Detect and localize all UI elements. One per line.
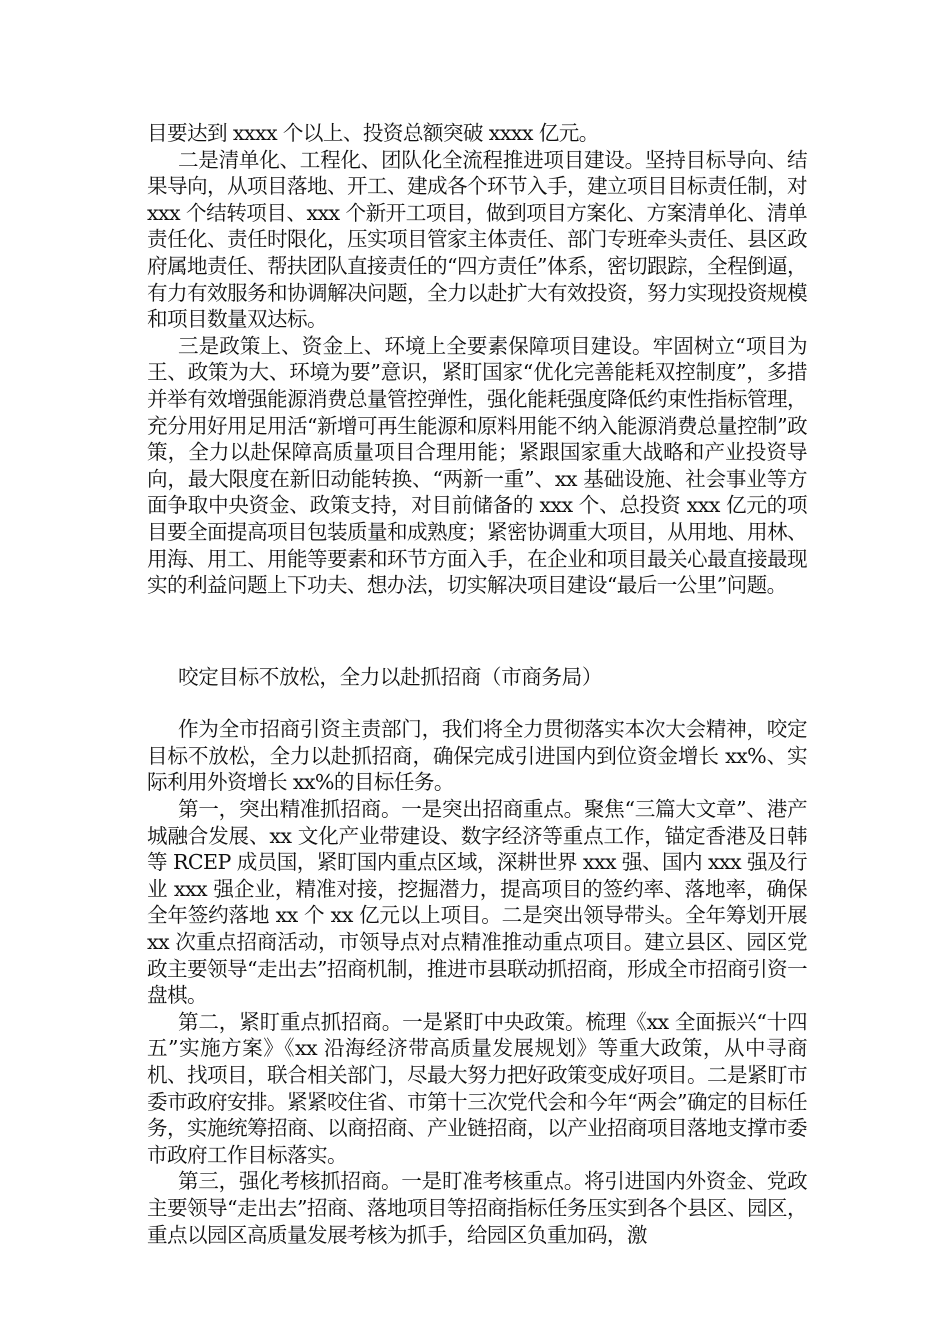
paragraph-project-process: 二是清单化、工程化、团队化全流程推进项目建设。坚持目标导向、结果导向，从项目落地、开工、建成各个环节入手，建立项目目标责任制，对 xxx 个结转项目、xxx 个新开工项目，做到项目方案化、方案清单化、清单责任化、责任时限化，压实项目管家主体责任、部门专班牵头责任、县区政府属地责任、帮扶团队直接责任的“四方责任”体系，密切跟踪，全程倒逼，有力有效服务和协调解决问题，全力以赴扩大有效投资，努力实现投资规模和项目数量双达标。 [147,147,807,332]
paragraph-first-point: 第一，突出精准抓招商。一是突出招商重点。聚焦“三篇大文章”、港产城融合发展、xx 文化产业带建设、数字经济等重点工作，锚定香港及日韩等 RCEP 成员国，紧盯国内重点区域，深耕世界 xxx 强、国内 xxx 强及行业 xxx 强企业，精准对接，挖掘潜力，提高项目的签约率、落地率，确保全年签约落地 xx 个 xx 亿元以上项目。二是突出领导带头。全年筹划开展 xx 次重点招商活动，市领导点对点精准推动重点项目。建立县区、园区党政主要领导“走出去”招商机制，推进市县联动抓招商，形成全市招商引资一盘棋。 [147,797,807,1008]
paragraph-factor-guarantee: 三是政策上、资金上、环境上全要素保障项目建设。牢固树立“项目为王、政策为大、环境为要”意识，紧盯国家“优化完善能耗双控制度”，多措并举有效增强能源消费总量管控弹性，强化能耗强度降低约束性指标管理，充分用好用足用活“新增可再生能源和原料用能不纳入能源消费总量控制”政策，全力以赴保障高质量项目合理用能；紧跟国家重大战略和产业投资导向，最大限度在新旧动能转换、“两新一重”、xx 基础设施、社会事业等方面争取中央资金、政策支持，对目前储备的 xxx 个、总投资 xxx 亿元的项目要全面提高项目包装质量和成熟度；紧密协调重大项目，从用地、用林、用海、用工、用能等要素和环节方面入手，在企业和项目最关心最直接最现实的利益问题上下功夫、想办法，切实解决项目建设“最后一公里”问题。 [147,333,807,598]
investment-attraction-section [147,716,807,1248]
paragraph-continuation: 目要达到 xxxx 个以上、投资总额突破 xxxx 亿元。 [147,121,599,145]
document-page [147,120,807,1248]
paragraph-third-point: 第三，强化考核抓招商。一是盯准考核重点。将引进国内外资金、党政主要领导“走出去”招商、落地项目等招商指标任务压实到各个县区、园区，重点以园区高质量发展考核为抓手，给园区负重加码，激 [147,1169,807,1247]
section-title: 咬定目标不放松，全力以赴抓招商（市商务局） [178,664,603,689]
paragraph-intro: 作为全市招商引资主责部门，我们将全力贯彻落实本次大会精神，咬定目标不放松，全力以赴抓招商，确保完成引进国内到位资金增长 xx%、实际利用外资增长 xx%的目标任务。 [147,717,807,795]
project-construction-section [147,120,807,599]
paragraph-second-point: 第二，紧盯重点抓招商。一是紧盯中央政策。梳理《xx 全面振兴“十四五”实施方案》《xx 沿海经济带高质量发展规划》等重大政策，从中寻商机、找项目，联合相关部门，尽最大努力把好政策变成好项目。二是紧盯市委市政府安排。紧紧咬住省、市第十三次党代会和今年“两会”确定的目标任务，实施统筹招商、以商招商、产业链招商，以产业招商项目落地支撑市委市政府工作目标落实。 [147,1009,807,1167]
